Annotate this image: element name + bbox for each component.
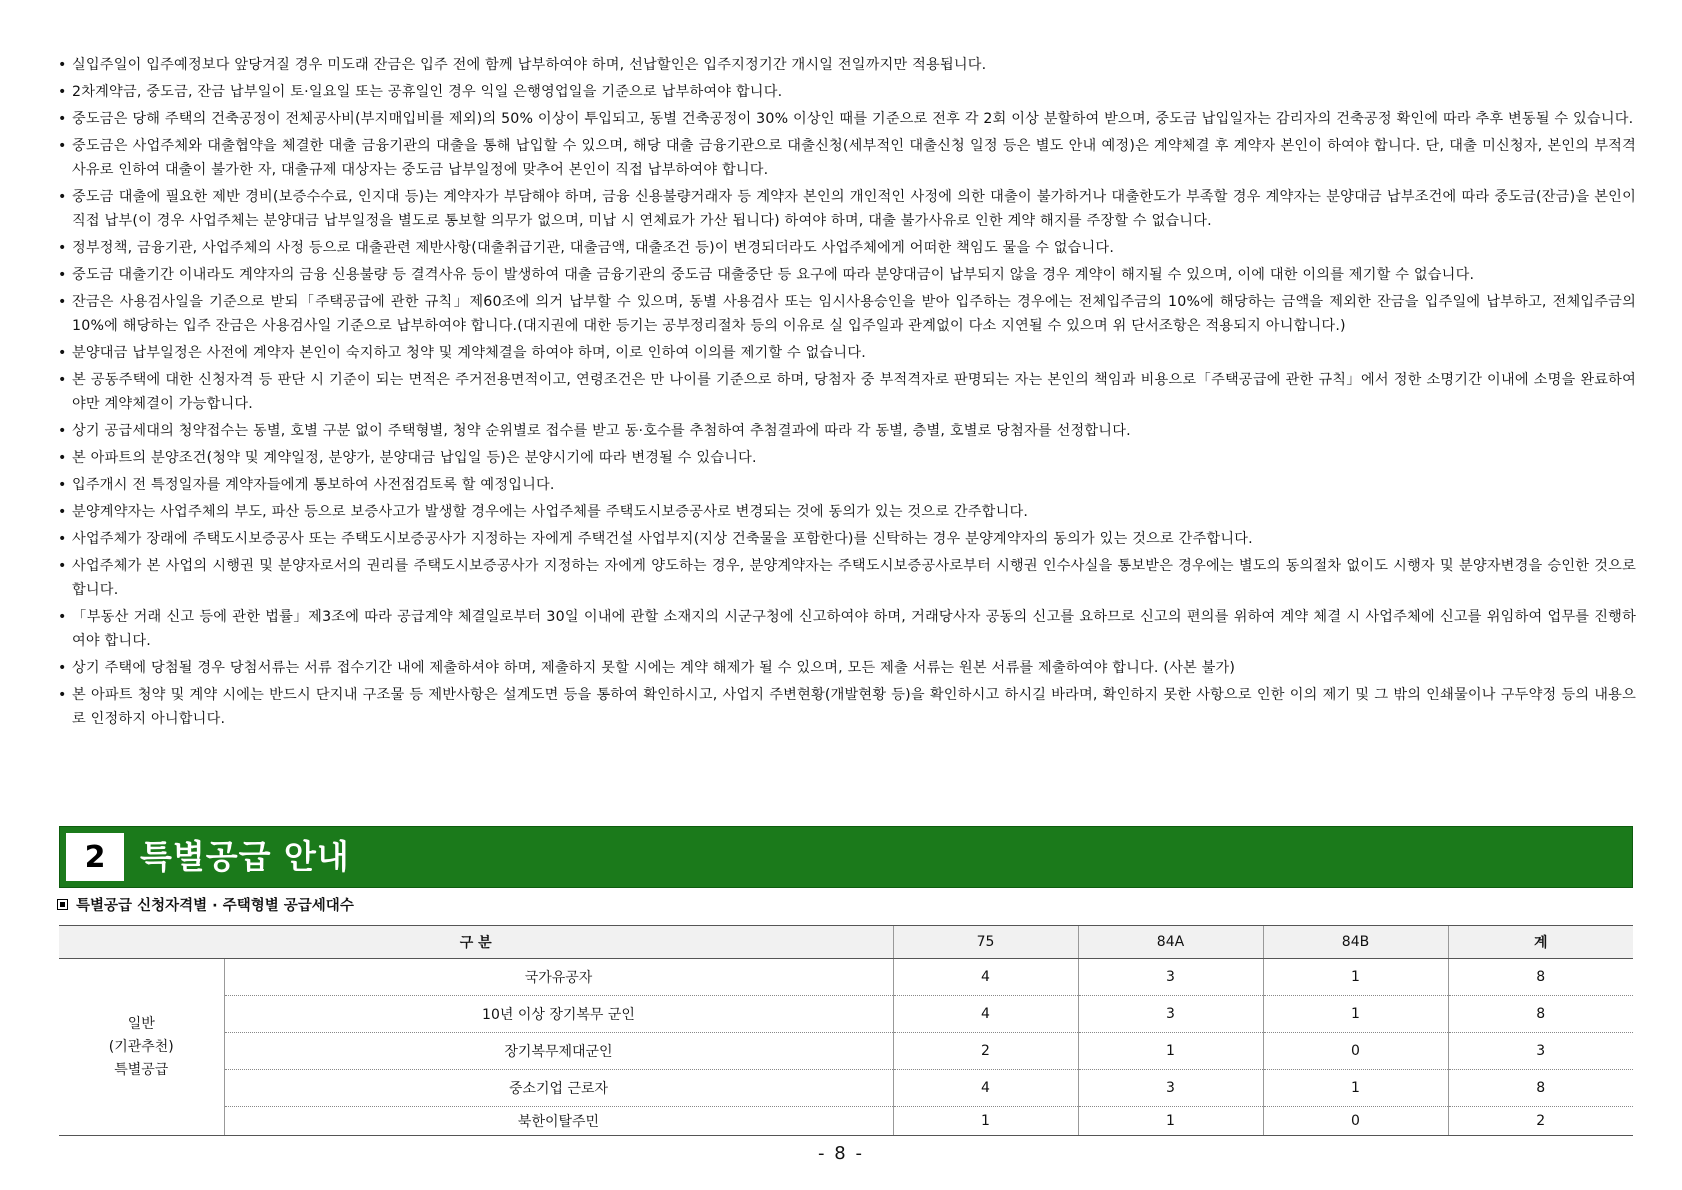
notice-bullet-item — [58, 683, 1636, 731]
header-category: 구 분 — [59, 926, 893, 959]
bullet-dot-icon: • — [58, 423, 67, 439]
table-cell: 8 — [1448, 959, 1633, 996]
row-group-line: 특별공급 — [114, 1061, 169, 1078]
notice-bullet-text: 2차계약금, 중도금, 잔금 납부일이 토·일요일 또는 공휴일인 경우 익일 은행영업일을 기준으로 납부하여야 합니다. — [72, 84, 783, 100]
table-row — [59, 996, 1633, 1033]
notice-bullet-item — [58, 185, 1636, 233]
bullet-dot-icon: • — [58, 111, 67, 127]
table-cell: 4 — [893, 996, 1078, 1033]
table-cell: 3 — [1078, 959, 1263, 996]
notice-bullet-item — [58, 368, 1636, 416]
bullet-dot-icon: • — [58, 609, 67, 625]
row-group-line: (기관추천) — [108, 1038, 174, 1055]
notice-bullet-text: 입주개시 전 특정일자를 계약자들에게 통보하여 사전점검토록 할 예정입니다. — [72, 477, 555, 493]
notice-bullet-text: 중도금은 사업주체와 대출협약을 체결한 대출 금융기관의 대출을 통해 납입할 수 있으며, 해당 대출 금융기관으로 대출신청(세부적인 대출신청 일정 등은 별도 안내 예정)은 계약체결 후 계약자 본인이 하여야 합니다. 단, 대출 미신청자, 본인의 부적격 사유로 인하여 대출이 불가한 자, 대출규제 대상자는 중도금 납부일정에 맞추어 본인이 직접 납부하여야 합니다. — [72, 138, 1636, 178]
section-banner — [59, 826, 1633, 888]
bullet-dot-icon: • — [58, 267, 67, 283]
bullet-dot-icon: • — [58, 660, 67, 676]
table-cell: 4 — [893, 1070, 1078, 1107]
notice-bullet-item — [58, 107, 1636, 131]
header-type-84a: 84A — [1078, 926, 1263, 959]
table-cell: 2 — [893, 1033, 1078, 1070]
table-cell: 1 — [1078, 1107, 1263, 1136]
bullet-dot-icon: • — [58, 84, 67, 100]
row-label: 북한이탈주민 — [224, 1107, 893, 1136]
table-row — [59, 1033, 1633, 1070]
header-total: 계 — [1448, 926, 1633, 959]
notice-bullet-item — [58, 554, 1636, 602]
table-cell: 0 — [1263, 1107, 1448, 1136]
notice-bullet-item — [58, 134, 1636, 182]
notice-bullet-text: 중도금은 당해 주택의 건축공정이 전체공사비(부지매입비를 제외)의 50% 이상이 투입되고, 동별 건축공정이 30% 이상인 때를 기준으로 전후 각 2회 이상 분할하여 받으며, 중도금 납입일자는 감리자의 건축공정 확인에 따라 추후 변동될 수 있습니다. — [72, 111, 1634, 127]
bullet-dot-icon: • — [58, 372, 67, 388]
table-cell: 1 — [1078, 1033, 1263, 1070]
bullet-dot-icon: • — [58, 477, 67, 493]
notice-bullet-text: 중도금 대출기간 이내라도 계약자의 금융 신용불량 등 결격사유 등이 발생하여 대출 금융기관의 중도금 대출중단 등 요구에 따라 분양대금이 납부되지 않을 경우 계약이 해지될 수 있으며, 이에 대한 이의를 제기할 수 없습니다. — [72, 267, 1475, 283]
notice-bullet-text: 분양대금 납부일정은 사전에 계약자 본인이 숙지하고 청약 및 계약체결을 하여야 하며, 이로 인하여 이의를 제기할 수 없습니다. — [72, 345, 866, 361]
notice-bullet-text: 사업주체가 장래에 주택도시보증공사 또는 주택도시보증공사가 지정하는 자에게 주택건설 사업부지(지상 건축물을 포함한다)를 신탁하는 경우 분양계약자의 동의가 있는 것으로 간주합니다. — [72, 531, 1253, 547]
section-title: 특별공급 안내 — [140, 837, 350, 876]
notice-bullet-item — [58, 80, 1636, 104]
square-bullet-icon — [57, 899, 68, 910]
bullet-dot-icon: • — [58, 57, 67, 73]
table-cell: 2 — [1448, 1107, 1633, 1136]
notice-bullet-item — [58, 473, 1636, 497]
notice-bullet-item — [58, 419, 1636, 443]
notice-bullet-text: 상기 주택에 당첨될 경우 당첨서류는 서류 접수기간 내에 제출하셔야 하며, 제출하지 못할 시에는 계약 해제가 될 수 있으며, 모든 제출 서류는 원본 서류를 제출하여야 합니다. (사본 불가) — [72, 660, 1236, 676]
notice-bullet-item — [58, 500, 1636, 524]
table-cell: 1 — [1263, 996, 1448, 1033]
row-label: 10년 이상 장기복무 군인 — [224, 996, 893, 1033]
notice-bullet-text: 실입주일이 입주예정보다 앞당겨질 경우 미도래 잔금은 입주 전에 함께 납부하여야 하며, 선납할인은 입주지정기간 개시일 전일까지만 적용됩니다. — [72, 57, 987, 73]
notice-bullet-text: 잔금은 사용검사일을 기준으로 받되「주택공급에 관한 규칙」제60조에 의거 납부할 수 있으며, 동별 사용검사 또는 임시사용승인을 받아 입주하는 경우에는 전체입주금의 10%에 해당하는 금액을 제외한 잔금을 입주일에 납부하고, 전체입주금의 10%에 해당하는 입주 잔금은 사용검사일 기준으로 납부하여야 합니다.(대지권에 대한 등기는 공부정리절차 등의 이유로 실 입주일과 관계없이 다소 지연될 수 있으며 위 단서조항은 적용되지 아니합니다.) — [72, 294, 1636, 334]
notice-bullet-item — [58, 527, 1636, 551]
page-number: - 8 - — [818, 1143, 864, 1164]
table-caption-text: 특별공급 신청자격별 · 주택형별 공급세대수 — [76, 898, 354, 914]
bullet-dot-icon: • — [58, 345, 67, 361]
notice-bullet-text: 사업주체가 본 사업의 시행권 및 분양자로서의 권리를 주택도시보증공사가 지정하는 자에게 양도하는 경우, 분양계약자는 주택도시보증공사로부터 시행권 인수사실을 통보받은 경우에는 별도의 동의절차 없이도 시행자 및 분양자변경을 승인한 것으로 합니다. — [72, 558, 1636, 598]
header-type-75: 75 — [893, 926, 1078, 959]
table-cell: 1 — [1263, 1070, 1448, 1107]
bullet-dot-icon: • — [58, 558, 67, 574]
row-label: 국가유공자 — [224, 959, 893, 996]
row-group-label — [59, 959, 224, 1136]
bullet-dot-icon: • — [58, 189, 67, 205]
bullet-dot-icon: • — [58, 531, 67, 547]
table-cell: 3 — [1448, 1033, 1633, 1070]
special-supply-table — [59, 925, 1633, 1136]
table-header-row — [59, 926, 1633, 959]
notice-bullet-item — [58, 341, 1636, 365]
bullet-dot-icon: • — [58, 504, 67, 520]
table-cell: 1 — [893, 1107, 1078, 1136]
notice-bullet-list — [58, 53, 1636, 734]
notice-bullet-text: 분양계약자는 사업주체의 부도, 파산 등으로 보증사고가 발생할 경우에는 사업주체를 주택도시보증공사로 변경되는 것에 동의가 있는 것으로 간주합니다. — [72, 504, 1029, 520]
notice-bullet-text: 본 아파트 청약 및 계약 시에는 반드시 단지내 구조물 등 제반사항은 설계도면 등을 통하여 확인하시고, 사업지 주변현황(개발현황 등)을 확인하시고 하시길 바라며, 확인하지 못한 사항으로 인한 이의 제기 및 그 밖의 인쇄물이나 구두약정 등의 내용으로 인정하지 아니합니다. — [72, 687, 1636, 727]
table-cell: 1 — [1263, 959, 1448, 996]
header-type-84b: 84B — [1263, 926, 1448, 959]
table-row — [59, 959, 1633, 996]
notice-bullet-item — [58, 263, 1636, 287]
notice-bullet-item — [58, 236, 1636, 260]
table-cell: 3 — [1078, 996, 1263, 1033]
row-label: 장기복무제대군인 — [224, 1033, 893, 1070]
row-group-line: 일반 — [127, 1015, 155, 1032]
notice-bullet-item — [58, 53, 1636, 77]
notice-bullet-item — [58, 290, 1636, 338]
notice-bullet-text: 본 공동주택에 대한 신청자격 등 판단 시 기준이 되는 면적은 주거전용면적이고, 연령조건은 만 나이를 기준으로 하며, 당첨자 중 부적격자로 판명되는 자는 본인의 책임과 비용으로「주택공급에 관한 규칙」에서 정한 소명기간 이내에 소명을 완료하여야만 계약체결이 가능합니다. — [72, 372, 1636, 412]
bullet-dot-icon: • — [58, 138, 67, 154]
table-row — [59, 1070, 1633, 1107]
row-label: 중소기업 근로자 — [224, 1070, 893, 1107]
notice-bullet-item — [58, 446, 1636, 470]
notice-bullet-text: 중도금 대출에 필요한 제반 경비(보증수수료, 인지대 등)는 계약자가 부담해야 하며, 금융 신용불량거래자 등 계약자 본인의 개인적인 사정에 의한 대출이 불가하거나 대출한도가 부족할 경우 계약자는 분양대금 납부조건에 따라 중도금(잔금)을 본인이 직접 납부(이 경우 사업주체는 분양대금 납부일정을 별도로 통보할 의무가 없으며, 미납 시 연체료가 가산 됩니다) 하여야 하며, 대출 불가사유로 인한 계약 해지를 주장할 수 없습니다. — [72, 189, 1636, 229]
bullet-dot-icon: • — [58, 450, 67, 466]
notice-bullet-text: 정부정책, 금융기관, 사업주체의 사정 등으로 대출관련 제반사항(대출취급기관, 대출금액, 대출조건 등)이 변경되더라도 사업주체에게 어떠한 책임도 물을 수 없습니다. — [72, 240, 1115, 256]
table-cell: 8 — [1448, 996, 1633, 1033]
notice-bullet-item — [58, 605, 1636, 653]
table-cell: 0 — [1263, 1033, 1448, 1070]
table-cell: 8 — [1448, 1070, 1633, 1107]
notice-bullet-text: 상기 공급세대의 청약접수는 동별, 호별 구분 없이 주택형별, 청약 순위별로 접수를 받고 동·호수를 추첨하여 추첨결과에 따라 각 동별, 층별, 호별로 당첨자를 선정합니다. — [72, 423, 1131, 439]
notice-bullet-text: 「부동산 거래 신고 등에 관한 법률」제3조에 따라 공급계약 체결일로부터 30일 이내에 관할 소재지의 시군구청에 신고하여야 하며, 거래당사자 공동의 신고를 요하므로 신고의 편의를 위하여 계약 체결 시 사업주체에 신고를 위임하여 업무를 진행하여야 합니다. — [72, 609, 1636, 649]
notice-bullet-item — [58, 656, 1636, 680]
table-caption — [57, 895, 354, 917]
notice-bullet-text: 본 아파트의 분양조건(청약 및 계약일정, 분양가, 분양대금 납입일 등)은 분양시기에 따라 변경될 수 있습니다. — [72, 450, 757, 466]
table-cell: 4 — [893, 959, 1078, 996]
bullet-dot-icon: • — [58, 294, 67, 310]
section-number: 2 — [66, 833, 124, 881]
table-row — [59, 1107, 1633, 1136]
bullet-dot-icon: • — [58, 240, 67, 256]
table-cell: 3 — [1078, 1070, 1263, 1107]
bullet-dot-icon: • — [58, 687, 67, 703]
